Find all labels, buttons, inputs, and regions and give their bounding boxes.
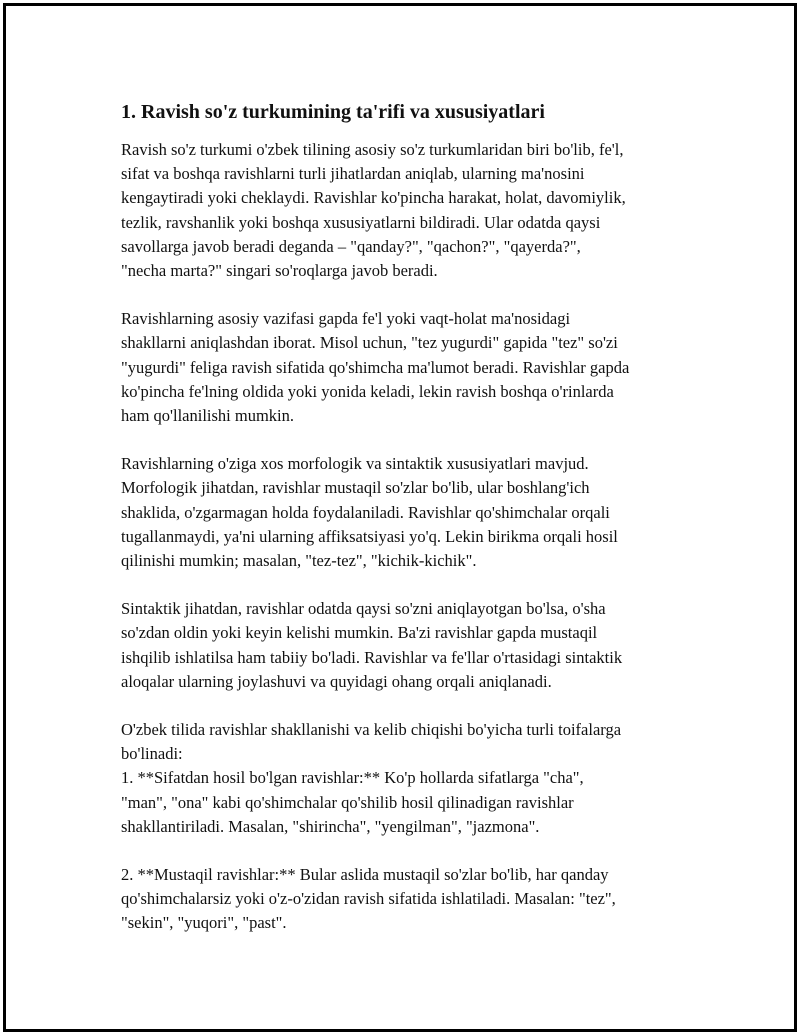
paragraph-classification-intro: O'zbek tilida ravishlar shakllanishi va kelib chiqishi bo'yicha turli toifalarga bo'linadi: (121, 720, 622, 764)
paragraph-definition: Ravish so'z turkumi o'zbek tilining asosiy so'z turkumlaridan biri bo'lib, fe'l, sifat va boshqa ravishlarni turli jihatlardan aniqlab, ularning ma'nosini kengaytiradi yoki cheklaydi. Ravishlar ko'pincha harakat, holat, davomiylik, tezlik, ravshanlik yoki boshqa xususiyatlarni bildiradi. Ular odatda qaysi savollarga javob beradi deganda – "qanday?", "qachon?", "qayerda?", "necha marta?" singari so'roqlarga javob beradi. (121, 140, 626, 281)
document-body (121, 98, 696, 960)
document-title: 1. Ravish so'z turkumining ta'rifi va xususiyatlari (121, 101, 545, 123)
paragraph-syntax: Sintaktik jihatdan, ravishlar odatda qaysi so'zni aniqlayotgan bo'lsa, o'sha so'zdan oldin yoki keyin kelishi mumkin. Ba'zi ravishlar gapda mustaqil ishqilib ishlatilsa ham tabiiy bo'ladi. Ravishlar va fe'llar o'rtasidagi sintaktik aloqalar ularning joylashuvi va quyidagi ohang orqali aniqlanadi. (121, 599, 623, 691)
paragraph-morphology: Ravishlarning o'ziga xos morfologik va sintaktik xususiyatlari mavjud. Morfologik jihatdan, ravishlar mustaqil so'zlar bo'lib, ular boshlang'ich shaklida, o'zgarmagan holda foydalaniladi. Ravishlar qo'shimchalar orqali tugallanmaydi, ya'ni ularning affiksatsiyasi yo'q. Lekin birikma orqali hosil qilinishi mumkin; masalan, "tez-tez", "kichik-kichik". (121, 454, 618, 571)
list-item-adjective-derived: 1. **Sifatdan hosil bo'lgan ravishlar:** Ko'p hollarda sifatlarga "cha", "man", "ona" kabi qo'shimchalar qo'shilib hosil qilinadigan ravishlar shakllantiriladi. Masalan, "shirincha", "yengilman", "jazmona". (121, 768, 584, 836)
paragraph-function: Ravishlarning asosiy vazifasi gapda fe'l yoki vaqt-holat ma'nosidagi shakllarni aniqlashdan iborat. Misol uchun, "tez yugurdi" gapida "tez" so'zi "yugurdi" feliga ravish sifatida qo'shimcha ma'lumot beradi. Ravishlar gapda ko'pincha fe'lning oldida yoki yonida keladi, lekin ravish boshqa o'rinlarda ham qo'llanilishi mumkin. (121, 309, 630, 426)
page-frame (3, 3, 797, 1032)
list-item-independent: 2. **Mustaqil ravishlar:** Bular aslida mustaqil so'zlar bo'lib, har qanday qo'shimchalarsiz yoki o'z-o'zidan ravish sifatida ishlatiladi. Masalan: "tez", "sekin", "yuqori", "past". (121, 865, 616, 933)
